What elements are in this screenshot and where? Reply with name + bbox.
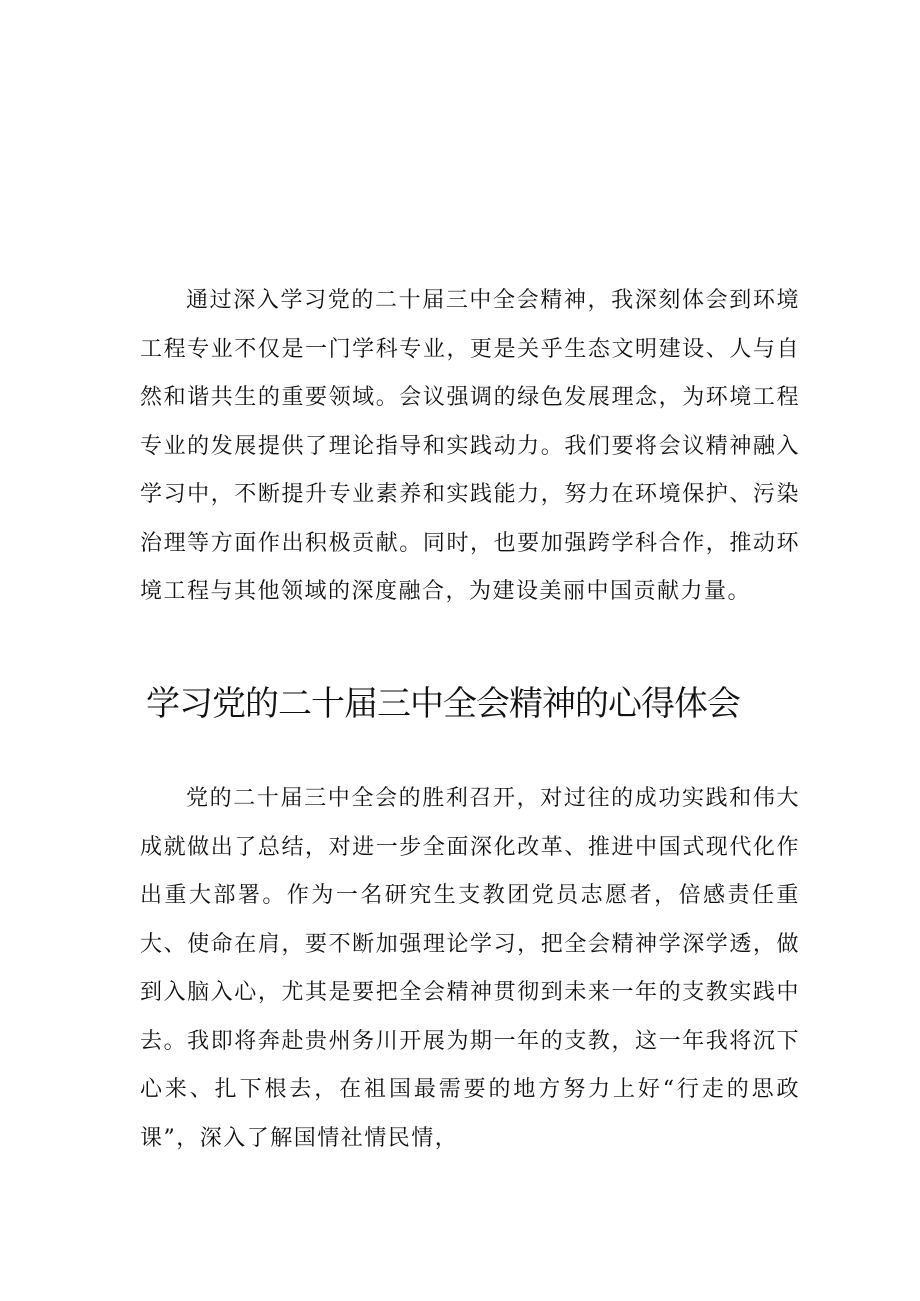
body-paragraph-1: 通过深入学习党的二十届三中全会精神，我深刻体会到环境工程专业不仅是一门学科专业，更是关乎生态文明建设、人与自然和谐共生的重要领域。会议强调的绿色发展理念，为环境工程专业的发展提供了理论指导和实践动力。我们要将会议精神融入学习中，不断提升专业素养和实践能力，努力在环境保护、污染治理等方面作出积极贡献。同时，也要加强跨学科合作，推动环境工程与其他领域的深度融合，为建设美丽中国贡献力量。: [140, 288, 800, 604]
body-paragraph-2: 党的二十届三中全会的胜利召开，对过往的成功实践和伟大成就做出了总结，对进一步全面深化改革、推进中国式现代化作出重大部署。作为一名研究生支教团党员志愿者，倍感责任重大、使命在肩，要不断加强理论学习，把全会精神学深学透，做到入脑入心，尤其是要把全会精神贯彻到未来一年的支教实践中去。我即将奔赴贵州务川开展为期一年的支教，这一年我将沉下心来、扎下根去，在祖国最需要的地方努力上好“行走的思政课”，深入了解国情社情民情，: [140, 786, 800, 1151]
section-heading: 学习党的二十届三中全会精神的心得体会: [146, 684, 740, 724]
